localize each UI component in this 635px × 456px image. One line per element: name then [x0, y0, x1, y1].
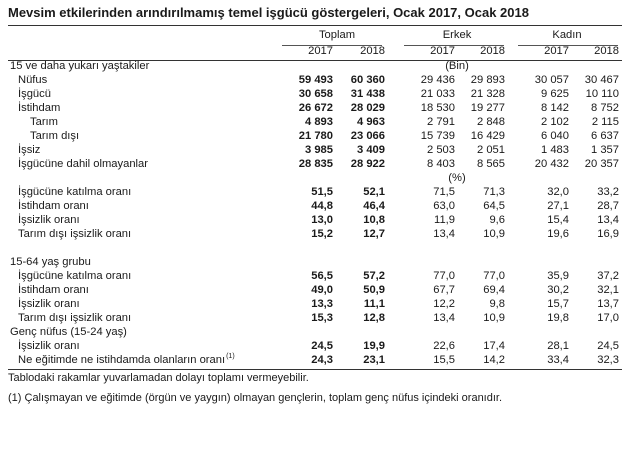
section-15-plus — [8, 59, 622, 73]
year-header: 2017 — [430, 45, 455, 57]
value-cell: 13,4 — [597, 214, 619, 226]
value-cell: 44,8 — [311, 200, 333, 212]
value-cell: 3 985 — [305, 144, 333, 156]
value-cell: 64,5 — [483, 200, 505, 212]
value-cell: 28,7 — [597, 200, 619, 212]
row-label: Tarım dışı işsizlik oranı — [18, 228, 132, 240]
value-cell: 16 429 — [470, 130, 505, 142]
value-cell: 2 102 — [541, 116, 569, 128]
value-cell: 30 057 — [534, 74, 569, 86]
value-cell: 77,0 — [433, 270, 455, 282]
value-cell: 2 503 — [427, 144, 455, 156]
footnote-neet: (1) Çalışmayan ve eğitimde (örgün ve yaygın) olmayan gençlerin, toplam genç nüfus içindeki oranıdır. — [8, 392, 503, 404]
value-cell: 31 438 — [350, 88, 385, 100]
row-label: İşsizlik oranı — [18, 214, 80, 226]
table-title: Mevsim etkilerinden arındırılmamış temel işgücü göstergeleri, Ocak 2017, Ocak 2018 — [8, 5, 529, 20]
value-cell: 19,8 — [547, 312, 569, 324]
table-row — [8, 339, 622, 353]
table-row — [8, 157, 622, 171]
value-cell: 12,8 — [363, 312, 385, 324]
group-header-row — [8, 27, 622, 43]
row-label: İşsiz — [18, 144, 41, 156]
value-cell: 28 029 — [350, 102, 385, 114]
table-row — [8, 73, 622, 87]
value-cell: 46,4 — [363, 200, 385, 212]
row-label: İşgücüne katılma oranı — [18, 270, 132, 282]
value-cell: 13,4 — [433, 228, 455, 240]
labour-table — [8, 27, 622, 367]
value-cell: 32,3 — [597, 354, 619, 366]
year-header: 2018 — [594, 45, 619, 57]
year-header: 2017 — [544, 45, 569, 57]
group-header-female: Kadın — [552, 29, 582, 41]
value-cell: 9,8 — [489, 298, 505, 310]
group-underline-male — [404, 45, 504, 46]
value-cell: 20 357 — [584, 158, 619, 170]
value-cell: 63,0 — [433, 200, 455, 212]
group-header-male: Erkek — [442, 29, 472, 41]
table-row — [8, 297, 622, 311]
value-cell: 18 530 — [420, 102, 455, 114]
value-cell: 71,3 — [483, 186, 505, 198]
value-cell: 33,4 — [547, 354, 569, 366]
table-row — [8, 311, 622, 325]
top-rule — [8, 25, 622, 26]
value-cell: 9,6 — [489, 214, 505, 226]
value-cell: 15,4 — [547, 214, 569, 226]
value-cell: 8 403 — [427, 158, 455, 170]
row-label: İşsizlik oranı — [18, 340, 80, 352]
value-cell: 14,2 — [483, 354, 505, 366]
table-row — [8, 143, 622, 157]
value-cell: 13,7 — [597, 298, 619, 310]
value-cell: 23,1 — [363, 354, 385, 366]
row-label: İşgücüne katılma oranı — [18, 186, 132, 198]
value-cell: 10,9 — [483, 228, 505, 240]
table-row — [8, 283, 622, 297]
value-cell: 13,0 — [311, 214, 333, 226]
table-row — [8, 87, 622, 101]
value-cell: 20 432 — [534, 158, 569, 170]
section-youth-label: Genç nüfus (15-24 yaş) — [10, 326, 127, 338]
row-label: Nüfus — [18, 74, 48, 86]
value-cell: 6 040 — [541, 130, 569, 142]
value-cell: 49,0 — [311, 284, 333, 296]
value-cell: 2 115 — [591, 116, 619, 128]
row-label: İstihdam oranı — [18, 284, 89, 296]
value-cell: 2 791 — [427, 116, 455, 128]
value-cell: 29 436 — [420, 74, 455, 86]
value-cell: 28 835 — [298, 158, 333, 170]
table-row — [8, 199, 622, 213]
value-cell: 24,5 — [597, 340, 619, 352]
value-cell: 1 357 — [591, 144, 619, 156]
value-cell: 11,1 — [363, 298, 385, 310]
value-cell: 60 360 — [350, 74, 385, 86]
value-cell: 30,2 — [547, 284, 569, 296]
row-label: İşgücü — [18, 88, 51, 100]
row-label: İşgücüne dahil olmayanlar — [18, 158, 148, 170]
footnote-rounding: Tablodaki rakamlar yuvarlamadan dolayı toplamı vermeyebilir. — [8, 372, 309, 384]
year-header: 2018 — [360, 45, 385, 57]
value-cell: 28,1 — [547, 340, 569, 352]
value-cell: 50,9 — [363, 284, 385, 296]
value-cell: 12,7 — [363, 228, 385, 240]
value-cell: 2 051 — [477, 144, 505, 156]
value-cell: 6 637 — [591, 130, 619, 142]
group-header-total: Toplam — [318, 29, 356, 41]
row-label: İstihdam oranı — [18, 200, 89, 212]
value-cell: 15,7 — [547, 298, 569, 310]
footnote-marker: (1) — [226, 353, 235, 360]
value-cell: 2 848 — [477, 116, 505, 128]
value-cell: 51,5 — [311, 186, 333, 198]
value-cell: 15,5 — [433, 354, 455, 366]
group-underline-female — [518, 45, 618, 46]
unit-label: (Bin) — [445, 60, 469, 72]
table-row — [8, 185, 622, 199]
row-label: Tarım dışı işsizlik oranı — [18, 312, 132, 324]
value-cell: 33,2 — [597, 186, 619, 198]
table-row — [8, 269, 622, 283]
value-cell: 26 672 — [298, 102, 333, 114]
value-cell: 8 752 — [591, 102, 619, 114]
row-label: İşsizlik oranı — [18, 298, 80, 310]
value-cell: 11,9 — [434, 214, 455, 226]
value-cell: 19,6 — [547, 228, 569, 240]
value-cell: 13,4 — [433, 312, 455, 324]
value-cell: 19,9 — [363, 340, 385, 352]
value-cell: 30 467 — [584, 74, 619, 86]
unit-row — [8, 171, 622, 185]
table-row — [8, 213, 622, 227]
year-header: 2018 — [480, 45, 505, 57]
value-cell: 21 780 — [298, 130, 333, 142]
group-underline-total — [282, 45, 382, 46]
value-cell: 15,3 — [311, 312, 333, 324]
section-15-64-label: 15-64 yaş grubu — [10, 256, 91, 268]
value-cell: 30 658 — [298, 88, 333, 100]
section-15-64 — [8, 255, 622, 269]
value-cell: 28 922 — [350, 158, 385, 170]
value-cell: 77,0 — [483, 270, 505, 282]
table-row — [8, 353, 622, 367]
header-rule — [8, 60, 622, 61]
value-cell: 59 493 — [298, 74, 333, 86]
table-row — [8, 115, 622, 129]
value-cell: 17,4 — [483, 340, 505, 352]
value-cell: 8 565 — [477, 158, 505, 170]
value-cell: 10,8 — [363, 214, 385, 226]
value-cell: 4 963 — [357, 116, 385, 128]
row-label: İstihdam — [18, 102, 61, 114]
table-row — [8, 227, 622, 241]
value-cell: 24,5 — [311, 340, 333, 352]
value-cell: 16,9 — [597, 228, 619, 240]
value-cell: 22,6 — [433, 340, 455, 352]
value-cell: 27,1 — [547, 200, 569, 212]
value-cell: 57,2 — [363, 270, 385, 282]
value-cell: 35,9 — [547, 270, 569, 282]
bottom-rule — [8, 369, 622, 370]
table-row — [8, 129, 622, 143]
value-cell: 17,0 — [597, 312, 619, 324]
value-cell: 21 033 — [420, 88, 455, 100]
value-cell: 29 893 — [470, 74, 505, 86]
unit-label: (%) — [448, 172, 466, 184]
value-cell: 15 739 — [420, 130, 455, 142]
table-row — [8, 101, 622, 115]
value-cell: 10,9 — [483, 312, 505, 324]
value-cell: 52,1 — [363, 186, 385, 198]
value-cell: 12,2 — [433, 298, 455, 310]
value-cell: 69,4 — [483, 284, 505, 296]
value-cell: 56,5 — [311, 270, 333, 282]
value-cell: 4 893 — [305, 116, 333, 128]
value-cell: 10 110 — [585, 88, 619, 100]
value-cell: 1 483 — [541, 144, 569, 156]
section-15-plus-label: 15 ve daha yukarı yaştakiler — [10, 60, 150, 72]
value-cell: 3 409 — [357, 144, 385, 156]
value-cell: 37,2 — [597, 270, 619, 282]
value-cell: 9 625 — [541, 88, 569, 100]
row-label: Ne eğitimde ne istihdamda olanların oranı — [18, 354, 226, 366]
value-cell: 15,2 — [311, 228, 333, 240]
value-cell: 13,3 — [311, 298, 333, 310]
table-body — [8, 59, 622, 367]
row-label: Tarım — [30, 116, 58, 128]
value-cell: 67,7 — [433, 284, 455, 296]
value-cell: 8 142 — [541, 102, 569, 114]
value-cell: 24,3 — [311, 354, 333, 366]
section-youth — [8, 325, 622, 339]
spacer-row — [8, 241, 622, 255]
value-cell: 71,5 — [433, 186, 455, 198]
value-cell: 19 277 — [470, 102, 505, 114]
value-cell: 32,0 — [547, 186, 569, 198]
row-label: Tarım dışı — [30, 130, 80, 142]
value-cell: 23 066 — [350, 130, 385, 142]
value-cell: 21 328 — [470, 88, 505, 100]
value-cell: 32,1 — [597, 284, 619, 296]
year-header: 2017 — [308, 45, 333, 57]
